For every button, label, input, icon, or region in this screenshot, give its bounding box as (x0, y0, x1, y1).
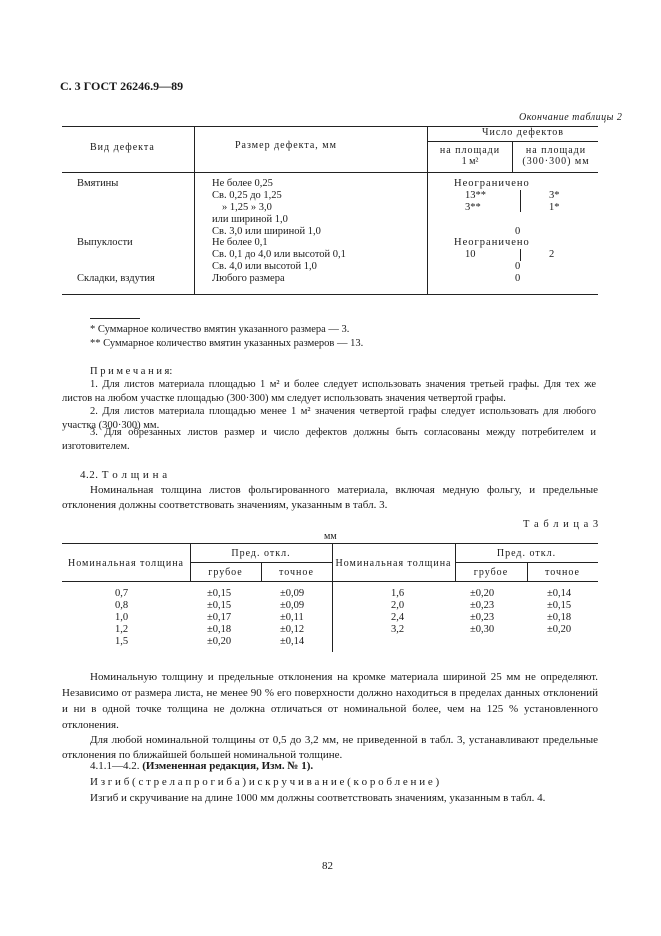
col-header-nominal: Номинальная толщина (335, 558, 452, 569)
count-cell: 3** (465, 202, 481, 213)
table-cell: 3,2 (391, 624, 405, 635)
size-cell: Св. 3,0 или шириной 1,0 (212, 226, 321, 237)
table-col-divider (194, 126, 195, 294)
table-cell: ±0,23 (470, 600, 495, 611)
size-cell: Св. 0,25 до 1,25 (212, 190, 282, 201)
table-col-divider (512, 141, 513, 172)
table-cell: 1,5 (115, 636, 129, 647)
col-header-rough: грубое (208, 567, 243, 578)
table-cell: ±0,30 (470, 624, 495, 635)
table-cell: ±0,15 (207, 588, 232, 599)
edit-note-ref: 4.1.1—4.2. (90, 760, 140, 772)
inner-divider (520, 249, 521, 261)
table-cell: ±0,14 (280, 636, 305, 647)
paragraph: Для любой номинальной толщины от 0,5 до 3,2 мм, не приведенной в табл. 3, устанавливают предельные отклонения по ближайшей большей номинальной толщине. (62, 734, 598, 761)
table-cell: 0,8 (115, 600, 129, 611)
footnote-rule (90, 318, 140, 319)
count-cell: Неограничено (454, 178, 530, 189)
paragraph: Номинальную толщину и предельные отклонения на кромке материала шириной 25 мм не определяют. Независимо от размера листа, не менее 90 % его поверхности должно находиться в пределах данных отклонений и ни в одной точке толщина не должна отличаться от номинальной более, чем на 125 % установленного отклонения. (62, 671, 598, 731)
table-cell: ±0,20 (470, 588, 495, 599)
table-cell: ±0,11 (280, 612, 304, 623)
size-cell: Св. 4,0 или высотой 1,0 (212, 261, 317, 272)
table-cell: ±0,18 (547, 612, 572, 623)
count-cell: 2 (549, 249, 555, 260)
size-cell: » 1,25 » 3,0 (222, 202, 272, 213)
table-cell: ±0,12 (280, 624, 305, 635)
col-header-nominal: Номинальная толщина (68, 558, 184, 569)
table-caption: Окончание таблицы 2 (519, 112, 623, 123)
count-cell: 10 (465, 249, 476, 260)
edit-note-text: (Измененная редакция, Изм. № 1). (142, 760, 314, 772)
count-cell: 13** (465, 190, 486, 201)
table-head-rule (62, 581, 598, 582)
inner-divider (520, 190, 521, 212)
bend-text: Изгиб и скручивание на длине 1000 мм должны соответствовать значениям, указанным в табл. 4. (90, 792, 546, 804)
notes-title: П р и м е ч а н и я: (90, 366, 173, 377)
table-cell: ±0,14 (547, 588, 572, 599)
table-unit: мм (324, 531, 337, 542)
row-type-folds: Складки, вздутия (77, 273, 155, 284)
note-2: 2. Для листов материала площадью менее 1 м² значения четвертой графы следует использовать для любого участка (300·300) мм. (62, 406, 596, 431)
col-header-rough: грубое (473, 567, 509, 578)
size-cell: или шириной 1,0 (212, 214, 288, 225)
table-cell: 0,7 (115, 588, 129, 599)
footnote: * Суммарное количество вмятин указанного размера — 3. (90, 324, 350, 335)
footnote: ** Суммарное количество вмятин указанных размеров — 13. (90, 338, 364, 349)
table-cell: 2,0 (391, 600, 405, 611)
table-cell: ±0,18 (207, 624, 232, 635)
page-number: 82 (322, 860, 333, 872)
count-cell: 0 (515, 261, 521, 272)
section-title: 4.2. Т о л щ и н а (80, 469, 168, 481)
edit-note (90, 760, 313, 772)
count-cell: 1* (549, 202, 560, 213)
note-3: 3. Для обрезанных листов размер и число дефектов должны быть согласованы между потребителем и изготовителем. (62, 427, 596, 452)
col-header-area-1m2: на площади (439, 145, 501, 156)
row-type-dents: Вмятины (77, 178, 119, 189)
col-header-defect-type: Вид дефекта (90, 142, 155, 153)
table-cell: ±0,15 (207, 600, 232, 611)
table-cell: ±0,15 (547, 600, 572, 611)
table-cell: ±0,20 (207, 636, 232, 647)
note-1: 1. Для листов материала площадью 1 м² и более следует использовать значения третьей графы. Для тех же листов на любом участке площадью (300·300) мм следует использовать значения четвертой графы. (62, 379, 596, 404)
table-cell: ±0,20 (547, 624, 572, 635)
table-bottom-rule (62, 294, 598, 295)
table-cell: 1,2 (115, 624, 129, 635)
table-cell: 2,4 (391, 612, 405, 623)
table-col-divider (427, 126, 428, 294)
col-header-defect-size: Размер дефекта, мм (235, 140, 337, 151)
table-cell: ±0,23 (470, 612, 495, 623)
table-label: Т а б л и ц а 3 (523, 519, 600, 530)
col-header-defect-count: Число дефектов (482, 127, 565, 138)
section-text: Номинальная толщина листов фольгированного материала, включая медную фольгу, и предельные отклонения должны соответствовать значениям, указанным в табл. 3. (62, 484, 598, 511)
row-type-bulges: Выпуклости (77, 237, 133, 248)
col-header-fine: точное (279, 567, 314, 578)
count-cell: Неограничено (454, 237, 530, 248)
bend-title: И з г и б ( с т р е л а п р о г и б а ) и с к р у ч и в а н и е ( к о р о б л е н и е ) (90, 776, 440, 788)
table-head-rule (62, 172, 598, 173)
size-cell: Любого размера (212, 273, 285, 284)
table-cell: ±0,17 (207, 612, 232, 623)
size-cell: Св. 0,1 до 4,0 или высотой 0,1 (212, 249, 346, 260)
size-cell: Не более 0,25 (212, 178, 273, 189)
col-header-area-1m2-unit: 1 м² (461, 156, 479, 167)
col-header-area-300-unit: (300·300) мм (522, 156, 590, 167)
count-cell: 0 (515, 273, 521, 284)
page-header: С. 3 ГОСТ 26246.9—89 (60, 79, 184, 93)
col-header-deviation: Пред. откл. (231, 548, 291, 559)
size-cell: Не более 0,1 (212, 237, 268, 248)
col-header-fine: точное (545, 567, 580, 578)
col-header-deviation: Пред. откл. (496, 548, 557, 559)
table-top-rule (62, 543, 598, 544)
table-cell: 1,6 (391, 588, 405, 599)
table-cell: ±0,09 (280, 600, 305, 611)
count-cell: 3* (549, 190, 560, 201)
table-cell: ±0,09 (280, 588, 305, 599)
col-header-area-300: на площади (525, 145, 587, 156)
count-cell: 0 (515, 226, 521, 237)
table-cell: 1,0 (115, 612, 129, 623)
